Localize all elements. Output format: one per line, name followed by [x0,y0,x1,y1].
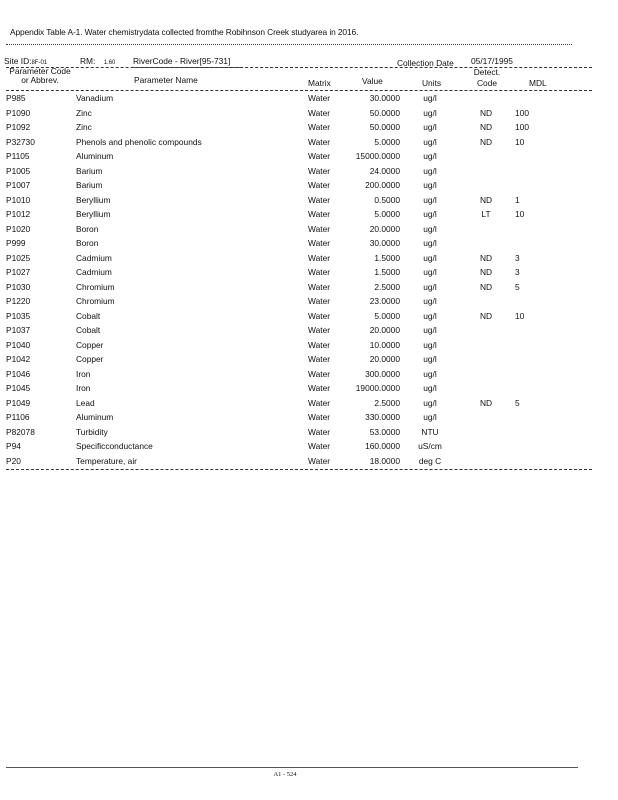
param-code-cell: P1030 [6,281,31,292]
table-row [0,440,618,455]
units-cell: ug/l [423,136,437,147]
param-code-cell: P1042 [6,354,31,364]
param-code-cell: P82078 [6,426,35,437]
param-code-cell: P1106 [6,412,30,422]
mdl-cell: 10 [515,310,525,321]
collection-date-value: 05/17/1995 [471,56,513,66]
value-cell: 10.0000 [369,339,400,350]
param-name-cell: Specificconductance [76,441,153,451]
rm-field [80,56,115,66]
site-id-value: 8F-01 [31,60,48,66]
table-row [0,165,618,180]
footer-rule [6,767,578,768]
matrix-cell: Water [308,296,331,306]
detect-line1: Detect. [473,67,501,77]
table-row [0,223,618,238]
rm-label: RM: [80,56,96,66]
value-cell: 5.0000 [374,310,400,321]
param-name-cell: Cobalt [76,325,101,335]
value-cell: 20.0000 [369,354,400,364]
matrix-cell: Water [308,368,331,379]
param-code-cell: P1037 [6,325,31,335]
param-name-cell: Boron [76,238,99,248]
units-cell: ug/l [423,383,437,393]
param-name-cell: Chromium [76,281,115,292]
param-code-cell: P94 [6,441,21,451]
matrix-cell: Water [308,310,331,321]
table-row [0,252,618,267]
matrix-cell: Water [308,426,331,437]
table-row [0,382,618,397]
collection-date-label: Collection Date [397,58,454,68]
value-cell: 300.0000 [365,368,400,379]
units-cell: deg C [418,455,442,466]
title-divider [6,44,572,45]
matrix-cell: Water [308,180,331,190]
param-code-cell: P1090 [6,107,31,118]
value-cell: 15000.0000 [355,151,400,161]
matrix-cell: Water [308,151,331,161]
table-row [0,426,618,441]
matrix-cell: Water [308,223,331,234]
matrix-cell: Water [308,238,331,248]
col-header-units: Units [422,78,442,88]
rm-value: 1.60 [103,60,116,66]
param-code-cell: P1035 [6,310,31,321]
units-cell: ug/l [423,122,437,132]
value-cell: 1.5000 [374,267,400,277]
units-cell: ug/l [423,151,437,161]
table-row [0,92,618,107]
table-row [0,107,618,122]
param-code-cell: P1027 [6,267,31,277]
matrix-cell: Water [308,281,331,292]
param-code-cell: P1092 [6,122,31,132]
table-row [0,208,618,223]
matrix-cell: Water [308,107,331,118]
value-cell: 2.5000 [374,281,400,292]
param-code-cell: P1040 [6,339,31,350]
table-row [0,353,618,368]
mdl-cell: 100 [515,107,529,118]
matrix-cell: Water [308,339,331,350]
matrix-cell: Water [308,122,331,132]
detect-code-cell: ND [479,267,493,277]
matrix-cell: Water [308,136,331,147]
table-row [0,281,618,296]
detect-code-cell: LT [481,209,491,219]
param-name-cell: Beryllium [76,194,111,205]
mdl-cell: 5 [515,397,520,408]
units-cell: ug/l [423,223,437,234]
detect-code-cell: ND [479,107,493,118]
param-name-cell: Turbidity [76,426,108,437]
detect-code-cell: ND [479,310,493,321]
mdl-cell: 3 [515,252,520,263]
param-name-cell: Cadmium [76,252,112,263]
table-bottom-rule [6,469,592,470]
units-cell: ug/l [423,252,437,263]
param-name-cell: Barium [76,165,103,176]
matrix-cell: Water [308,252,331,263]
value-cell: 2.5000 [374,397,400,408]
param-name-cell: Beryllium [76,209,111,219]
matrix-cell: Water [308,354,331,364]
value-cell: 1.5000 [374,252,400,263]
value-cell: 30.0000 [369,93,400,103]
matrix-cell: Water [308,194,331,205]
col-header-param-name: Parameter Name [134,75,198,85]
param-code-cell: P1025 [6,252,31,263]
param-code-cell: P1220 [6,296,31,306]
mdl-cell: 10 [515,136,525,147]
units-cell: ug/l [423,412,437,422]
value-cell: 30.0000 [369,238,400,248]
units-cell: NTU [421,426,439,437]
col-header-detect [468,68,506,88]
units-cell: ug/l [423,267,437,277]
param-name-cell: Copper [76,339,104,350]
value-cell: 20.0000 [369,325,400,335]
matrix-cell: Water [308,397,331,408]
value-cell: 24.0000 [369,165,400,176]
value-cell: 200.0000 [365,180,400,190]
detect-code-cell: ND [479,136,493,147]
detect-code-cell: ND [479,397,493,408]
value-cell: 160.0000 [365,441,400,451]
table-row [0,266,618,281]
param-code-cell: P20 [6,455,21,466]
matrix-cell: Water [308,165,331,176]
param-code-cell: P985 [6,93,26,103]
header-bottom-rule [6,90,592,91]
value-cell: 0.5000 [374,194,400,205]
table-row [0,310,618,325]
units-cell: ug/l [423,194,437,205]
param-name-cell: Lead [76,397,95,408]
matrix-cell: Water [308,412,331,422]
table-row [0,411,618,426]
mdl-cell: 1 [515,194,520,205]
units-cell: ug/l [423,180,437,190]
mdl-cell: 3 [515,267,520,277]
param-code-cell: P1105 [6,151,30,161]
detect-code-cell: ND [479,252,493,263]
param-name-cell: Aluminum [76,412,114,422]
matrix-cell: Water [308,383,331,393]
table-title: Appendix Table A-1. Water chemistrydata collected fromthe Robihnson Creek studyarea in 2016. [10,27,359,37]
value-cell: 50.0000 [369,107,400,118]
table-row [0,339,618,354]
table-row [0,136,618,151]
param-name-cell: Chromium [76,296,115,306]
mdl-cell: 100 [515,122,529,132]
param-code-cell: P1005 [6,165,31,176]
param-name-cell: Zinc [76,107,92,118]
value-cell: 20.0000 [369,223,400,234]
units-cell: ug/l [423,107,437,118]
param-name-cell: Cadmium [76,267,112,277]
units-cell: ug/l [423,339,437,350]
param-name-cell: Boron [76,223,99,234]
col-header-mdl: MDL [529,78,547,88]
mdl-cell: 10 [515,209,525,219]
units-cell: ug/l [423,397,437,408]
detect-line2: Code [476,78,498,88]
units-cell: ug/l [423,296,437,306]
detect-code-cell: ND [479,281,493,292]
param-code-cell: P999 [6,238,26,248]
mdl-cell: 5 [515,281,520,292]
page-footer: A1 - 524 [273,771,297,778]
table-row [0,368,618,383]
col-header-value: Value [362,76,383,86]
matrix-cell: Water [308,455,331,466]
param-name-cell: Iron [76,368,91,379]
detect-code-cell: ND [479,194,493,205]
matrix-cell: Water [308,93,331,103]
col-header-matrix: Matrix [308,78,331,88]
param-name-cell: Phenols and phenolic compounds [76,136,202,147]
units-cell: ug/l [423,368,437,379]
site-id-label-text: Site ID: [4,56,32,66]
col-header-param-code [2,67,78,85]
param-code-cell: P1049 [6,397,31,408]
param-name-cell: Temperature, air [76,455,137,466]
param-code-cell: P1007 [6,180,31,190]
param-name-cell: Vanadium [76,93,114,103]
value-cell: 5.0000 [374,209,400,219]
units-cell: ug/l [423,310,437,321]
param-code-cell: P1046 [6,368,31,379]
table-row [0,150,618,165]
table-row [0,324,618,339]
param-name-cell: Zinc [76,122,92,132]
param-name-cell: Cobalt [76,310,101,321]
river-code: RiverCode - River[95-731] [133,56,231,66]
param-code-cell: P1012 [6,209,31,219]
param-code-cell: P1045 [6,383,31,393]
param-code-cell: P1020 [6,223,31,234]
param-code-line2: or Abbrev. [21,75,59,85]
table-row [0,121,618,136]
table-row [0,397,618,412]
param-name-cell: Iron [76,383,91,393]
matrix-cell: Water [308,267,331,277]
units-cell: ug/l [423,165,437,176]
table-row [0,295,618,310]
site-id-label [4,56,47,66]
param-name-cell: Copper [76,354,104,364]
param-code-cell: P32730 [6,136,35,147]
value-cell: 330.0000 [365,412,400,422]
value-cell: 5.0000 [374,136,400,147]
matrix-cell: Water [308,325,331,335]
units-cell: ug/l [423,325,437,335]
data-table-body [0,92,618,469]
param-code-line1: Parameter Code [9,66,71,76]
units-cell: ug/l [423,238,437,248]
units-cell: ug/l [423,209,437,219]
value-cell: 23.0000 [369,296,400,306]
units-cell: ug/l [423,281,437,292]
value-cell: 50.0000 [369,122,400,132]
table-row [0,194,618,209]
value-cell: 18.0000 [369,455,400,466]
table-row [0,455,618,470]
matrix-cell: Water [308,441,331,451]
matrix-cell: Water [308,209,331,219]
param-name-cell: Aluminum [76,151,114,161]
table-row [0,179,618,194]
units-cell: uS/cm [418,441,442,451]
table-row [0,237,618,252]
units-cell: ug/l [423,93,437,103]
value-cell: 53.0000 [369,426,400,437]
units-cell: ug/l [423,354,437,364]
value-cell: 19000.0000 [355,383,400,393]
param-name-cell: Barium [76,180,103,190]
param-code-cell: P1010 [6,194,31,205]
detect-code-cell: ND [479,122,493,132]
